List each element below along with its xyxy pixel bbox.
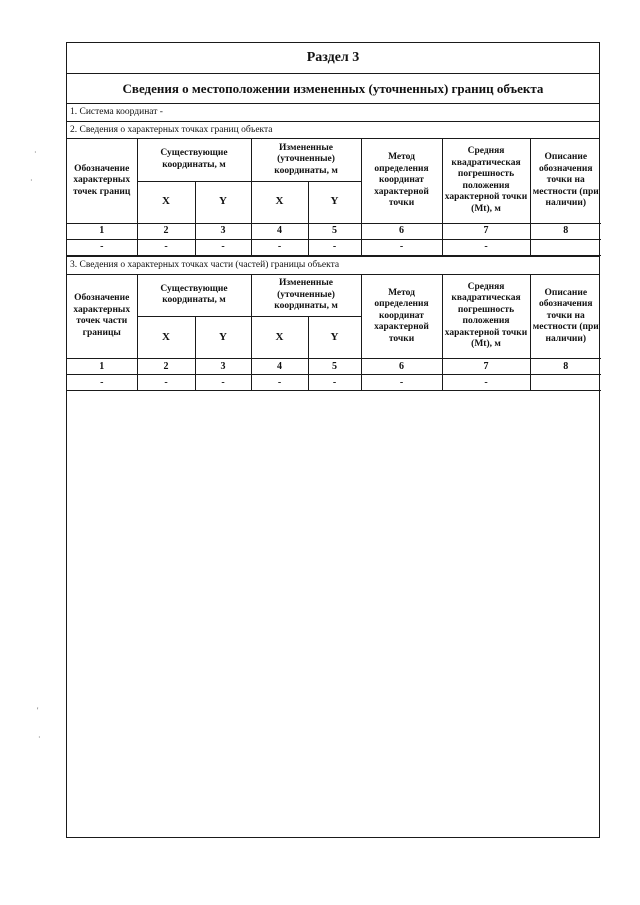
scan-speck: ' <box>37 706 39 715</box>
table-cell: - <box>308 375 361 391</box>
scan-speck: · <box>30 176 33 185</box>
col-error-header: Средняя квадратическая погрешность положения характерной точки (Mt), м <box>442 275 530 359</box>
column-number: 7 <box>442 359 530 375</box>
changed-x-header: X <box>251 317 308 359</box>
existing-x-header: X <box>137 181 195 223</box>
col-changed-header: Измененные (уточненные) координаты, м <box>251 275 361 317</box>
scan-speck: · <box>38 733 41 742</box>
section-title: Раздел 3 <box>67 43 599 74</box>
column-number: 5 <box>308 359 361 375</box>
column-number: 4 <box>251 223 308 239</box>
col-designation-header: Обозначение характерных точек части границы <box>67 275 137 359</box>
table-cell: - <box>137 239 195 255</box>
table-cell: - <box>195 239 251 255</box>
table-cell: - <box>137 375 195 391</box>
scan-speck: · <box>34 148 37 157</box>
col-changed-header: Измененные (уточненные) координаты, м <box>251 139 361 181</box>
column-numbers-row <box>67 359 601 375</box>
column-number: 6 <box>361 359 442 375</box>
document-frame <box>66 42 600 838</box>
column-number: 5 <box>308 223 361 239</box>
column-number: 1 <box>67 223 137 239</box>
changed-y-header: Y <box>308 181 361 223</box>
col-method-header: Метод определения координат характерной точки <box>361 139 442 223</box>
table-cell <box>530 375 601 391</box>
part2-table <box>67 139 601 256</box>
column-number: 2 <box>137 359 195 375</box>
part2-heading: 2. Сведения о характерных точках границ объекта <box>67 122 599 139</box>
col-description-header: Описание обозначения точки на местности (при наличии) <box>530 139 601 223</box>
column-number: 1 <box>67 359 137 375</box>
col-method-header: Метод определения координат характерной точки <box>361 275 442 359</box>
table-cell: - <box>442 375 530 391</box>
col-error-header: Средняя квадратическая погрешность положения характерной точки (Mt), м <box>442 139 530 223</box>
table-cell: - <box>361 239 442 255</box>
col-existing-header: Существующие координаты, м <box>137 139 251 181</box>
table-cell: - <box>442 239 530 255</box>
existing-y-header: Y <box>195 181 251 223</box>
column-number: 8 <box>530 223 601 239</box>
table-row <box>67 375 601 391</box>
coord-system-label: 1. Система координат - <box>67 104 599 122</box>
table-cell <box>530 239 601 255</box>
existing-x-header: X <box>137 317 195 359</box>
col-designation-header: Обозначение характерных точек границ <box>67 139 137 223</box>
changed-y-header: Y <box>308 317 361 359</box>
column-number: 3 <box>195 223 251 239</box>
table-cell: - <box>67 239 137 255</box>
table-row <box>67 239 601 255</box>
col-existing-header: Существующие координаты, м <box>137 275 251 317</box>
table-cell: - <box>361 375 442 391</box>
table-cell: - <box>308 239 361 255</box>
existing-y-header: Y <box>195 317 251 359</box>
table-cell: - <box>251 375 308 391</box>
changed-x-header: X <box>251 181 308 223</box>
column-number: 7 <box>442 223 530 239</box>
part3-heading: 3. Сведения о характерных точках части (частей) границы объекта <box>67 256 599 275</box>
column-number: 6 <box>361 223 442 239</box>
column-number: 3 <box>195 359 251 375</box>
part3-table <box>67 275 601 392</box>
table-cell: - <box>251 239 308 255</box>
table-cell: - <box>67 375 137 391</box>
column-number: 2 <box>137 223 195 239</box>
column-number: 4 <box>251 359 308 375</box>
column-number: 8 <box>530 359 601 375</box>
column-numbers-row <box>67 223 601 239</box>
table-cell: - <box>195 375 251 391</box>
main-heading: Сведения о местоположении измененных (уточненных) границ объекта <box>67 74 599 104</box>
col-description-header: Описание обозначения точки на местности (при наличии) <box>530 275 601 359</box>
